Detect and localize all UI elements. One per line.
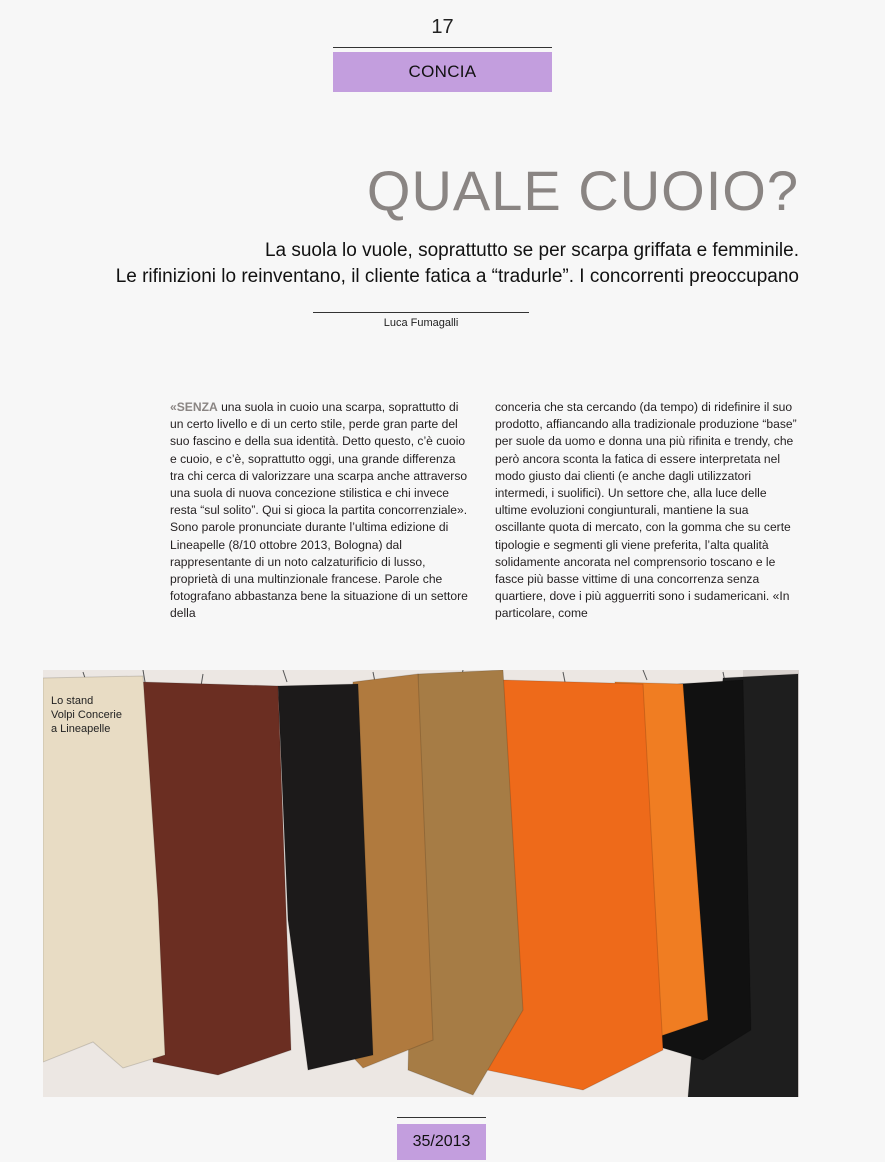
subtitle-line-1: La suola lo vuole, soprattutto se per scarpa griffata e femminile. <box>264 240 799 261</box>
caption-line-1: Lo stand <box>51 695 94 707</box>
text-column-2: conceria che sta cercando (da tempo) di ridefinire il suo prodotto, affiancando alla tradizionale produzione “base” per suole da uomo e donna una più rifinita e trendy, che però ancora sconta la fatica di essere interpretata nel modo giusto dai clienti (e anche dagli utilizzatori intermedi, i suolifici). Un settore che, alla luce delle ultime evoluzioni congiunturali, mantiene la sua oscillante quota di mercato, con la gomma che su certe tipologie e segmenti gli viene preferita, l’alta qualità solidamente ancorata nel comprensorio toscano e le fasce più basse vittime di una concorrenza senza quartiere, dove i più agguerriti sono i sudamericani. «In particolare, come <box>495 400 797 621</box>
section-label: CONCIA <box>333 52 552 92</box>
subtitle-line-2: Le rifinizioni lo reinventano, il cliente fatica a “tradurle”. I concorrenti preoccupano <box>115 266 799 287</box>
author-byline: Luca Fumagalli <box>383 317 459 329</box>
lead-word: «SENZA <box>170 400 218 414</box>
author-rule <box>313 312 529 313</box>
footer-rule <box>397 1117 486 1118</box>
hide-brown <box>143 682 291 1075</box>
header-rule <box>333 47 552 48</box>
column-1-text: una suola in cuoio una scarpa, soprattutto di un certo livello e di un certo stile, perde gran parte del suo fascino e della sua identità. Detto questo, c’è cuoio e cuoio, e c’è, soprattutto oggi, una grande differenza tra chi cerca di valorizzare una scarpa anche attraverso una suola di nuova concezione stilistica e chi invece resta “sul solito”. Qui si gioca la partita concorrenziale». Sono parole pronunciate durante l’ultima edizione di Lineapelle (8/10 ottobre 2013, Bologna) dal rappresentante di un noto calzaturificio di lusso, proprietà di una multinzionale francese. Parole che fotografano abbastanza bene la situazione di un settore della <box>170 400 468 621</box>
text-column-1 <box>170 399 472 623</box>
article-subtitle <box>116 238 799 290</box>
article-title: QUALE CUOIO? <box>366 159 799 222</box>
page-number: 17 <box>431 16 454 38</box>
issue-number: 35/2013 <box>397 1124 486 1160</box>
photo-caption <box>51 694 161 736</box>
leather-hides-photo <box>43 670 799 1097</box>
caption-line-2: Volpi Concerie <box>51 709 122 721</box>
caption-line-3: a Lineapelle <box>51 723 111 735</box>
